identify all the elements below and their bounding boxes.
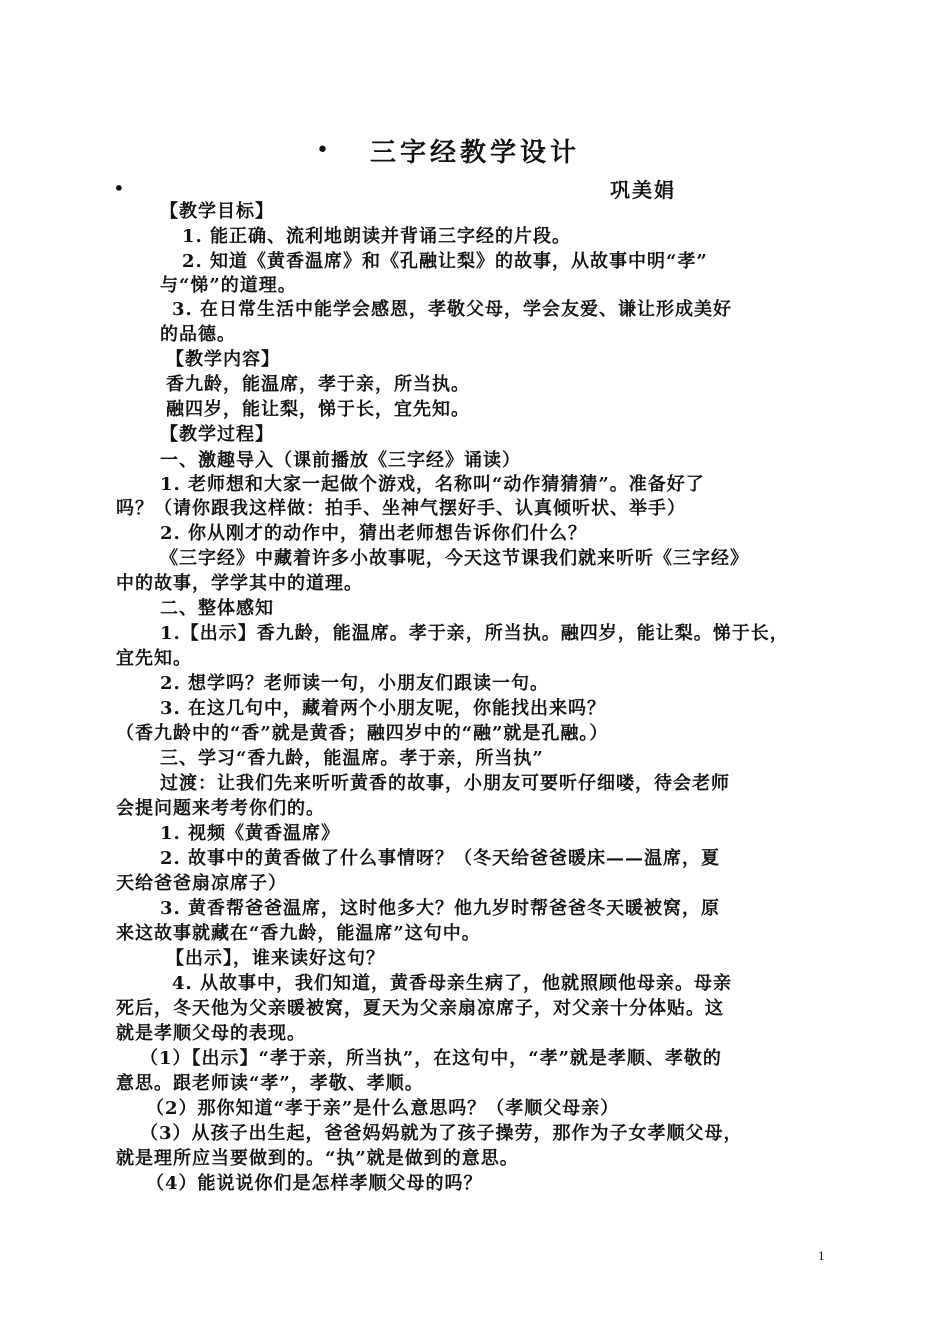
text-line: 就是孝顺父母的表现。 [116, 1023, 306, 1044]
text-line: 【教学内容】 [166, 349, 280, 370]
text-line: 2. 想学吗？老师读一句，小朋友们跟读一句。 [160, 673, 550, 694]
text-line: 【教学目标】 [160, 201, 274, 222]
text-line: （1）【出示】“孝于亲，所当执”，在这句中，“孝”就是孝顺、孝敬的 [140, 1048, 722, 1069]
text-line: 【出示】，谁来读好这句？ [166, 948, 385, 969]
text-line: 3. 黄香帮爸爸温席，这时他多大？他九岁时帮爸爸冬天暖被窝，原 [160, 898, 721, 919]
text-line: 死后，冬天他为父亲暖被窝，夏天为父亲扇凉席子，对父亲十分体贴。这 [116, 998, 724, 1019]
text-line: 4. 从故事中，我们知道，黄香母亲生病了，他就照顾他母亲。母亲 [172, 973, 733, 994]
document-title: 三字经教学设计 [369, 138, 580, 168]
text-line: 就是理所应当要做到的。“执”就是做到的意思。 [116, 1148, 519, 1169]
text-line: 1. 能正确、流利地朗读并背诵三字经的片段。 [182, 226, 572, 247]
text-line: 1.【出示】香九龄，能温席。孝于亲，所当执。融四岁，能让梨。悌于长， [160, 623, 789, 644]
text-line: 吗？（请你跟我这样做：拍手、坐神气摆好手、认真倾听状、举手） [116, 498, 686, 519]
text-line: 3. 在日常生活中能学会感恩，孝敬父母，学会友爱、谦让形成美好 [172, 299, 733, 320]
text-line: 1. 视频《黄香温席》 [160, 823, 341, 844]
text-line: 过渡：让我们先来听听黄香的故事，小朋友可要听仔细喽，待会老师 [160, 773, 730, 794]
text-line: 的品德。 [160, 324, 236, 345]
text-line: 天给爸爸扇凉席子） [116, 873, 287, 894]
text-line: 2. 知道《黄香温席》和《孔融让梨》的故事，从故事中明“孝” [182, 251, 708, 272]
text-line: （香九龄中的“香”就是黄香；融四岁中的“融”就是孔融。） [116, 723, 609, 744]
text-line: 一、激趣导入（课前播放《三字经》诵读） [160, 450, 521, 471]
text-line: 与“悌”的道理。 [160, 275, 297, 296]
text-line: 会提问题来考考你们的。 [116, 798, 325, 819]
author-bullet: • [113, 176, 125, 200]
text-line: 《三字经》中藏着许多小故事呢，今天这节课我们就来听听《三字经》 [160, 548, 749, 569]
text-line: 二、整体感知 [160, 598, 274, 619]
page-number: 1 [818, 1248, 825, 1263]
text-line: 2. 故事中的黄香做了什么事情呀？（冬天给爸爸暖床——温席，夏 [160, 848, 721, 869]
text-line: 【教学过程】 [160, 424, 274, 445]
text-line: 香九龄，能温席，孝于亲，所当执。 [166, 374, 470, 395]
text-line: 3. 在这几句中，藏着两个小朋友呢，你能找出来吗？ [160, 698, 607, 719]
text-line: （2）那你知道“孝于亲”是什么意思吗？（孝顺父母亲） [146, 1098, 620, 1119]
text-line: 2. 你从刚才的动作中，猜出老师想告诉你们什么？ [160, 523, 588, 544]
title-bullet: • [316, 138, 329, 163]
text-line: 意思。跟老师读“孝”，孝敬、孝顺。 [116, 1073, 424, 1094]
text-line: （4）能说说你们是怎样孝顺父母的吗？ [146, 1173, 483, 1194]
author-name: 巩美娟 [610, 178, 676, 202]
text-line: 宜先知。 [116, 648, 192, 669]
text-line: 三、学习“香九龄，能温席。孝于亲，所当执” [160, 748, 544, 769]
text-line: （3）从孩子出生起，爸爸妈妈就为了孩子操劳，那作为子女孝顺父母， [140, 1123, 743, 1144]
text-line: 中的故事，学学其中的道理。 [116, 573, 363, 594]
text-line: 融四岁，能让梨，悌于长，宜先知。 [166, 399, 470, 420]
text-line: 1. 老师想和大家一起做个游戏，名称叫“动作猜猜猜”。准备好了 [160, 474, 705, 495]
text-line: 来这故事就藏在“香九龄，能温席”这句中。 [116, 923, 481, 944]
